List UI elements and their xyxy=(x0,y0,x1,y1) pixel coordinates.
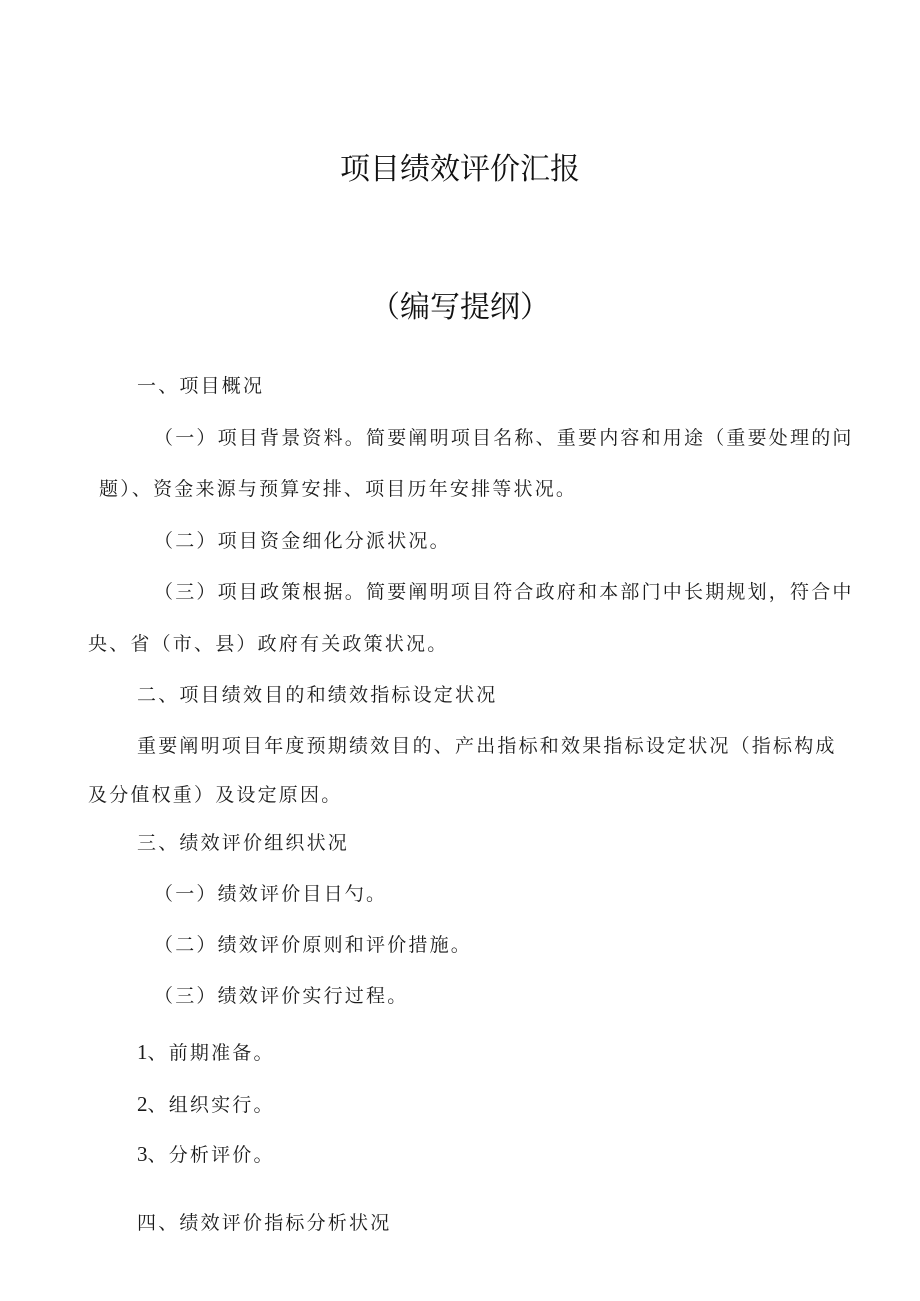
document-subtitle: （编写提纲） xyxy=(370,290,550,325)
section-1-heading: 一、项目概况 xyxy=(137,375,265,397)
section-3-paragraph-3: （三）绩效评价实行过程。 xyxy=(154,985,409,1007)
item-text: 、分析评价。 xyxy=(147,1144,275,1166)
section-1-paragraph-1-line-2: 题）、资金来源与预算安排、项目历年安排等状况。 xyxy=(99,478,578,500)
section-2-paragraph-1-line-1: 重要阐明项目年度预期绩效目的、产出指标和效果指标设定状况（指标构成 xyxy=(137,735,837,757)
section-3-paragraph-1: （一）绩效评价目日勺。 xyxy=(154,883,388,905)
section-3-heading: 三、绩效评价组织状况 xyxy=(137,832,350,854)
item-text: 、前期准备。 xyxy=(147,1042,275,1064)
section-1-paragraph-1-line-1: （一）项目背景资料。简要阐明项目名称、重要内容和用途（重要处理的问 xyxy=(154,427,854,449)
section-3-item-3 xyxy=(137,1141,275,1168)
document-title: 项目绩效评价汇报 xyxy=(340,152,580,187)
section-3-item-2 xyxy=(137,1091,275,1118)
section-1-paragraph-3-line-2: 央、省（市、县）政府有关政策状况。 xyxy=(88,633,449,655)
item-text: 、组织实行。 xyxy=(147,1094,275,1116)
item-number: 2 xyxy=(137,1092,148,1116)
section-1-paragraph-3-line-1: （三）项目政策根据。简要阐明项目符合政府和本部门中长期规划，符合中 xyxy=(154,581,854,603)
section-1-paragraph-2: （二）项目资金细化分派状况。 xyxy=(154,530,451,552)
section-4-heading: 四、绩效评价指标分析状况 xyxy=(137,1212,392,1234)
section-2-paragraph-1-line-2: 及分值权重）及设定原因。 xyxy=(88,784,343,806)
item-number: 3 xyxy=(137,1142,148,1166)
section-2-heading: 二、项目绩效目的和绩效指标设定状况 xyxy=(137,684,498,706)
section-3-item-1 xyxy=(137,1039,275,1066)
item-number: 1 xyxy=(137,1040,148,1064)
section-3-paragraph-2: （二）绩效评价原则和评价措施。 xyxy=(154,934,473,956)
